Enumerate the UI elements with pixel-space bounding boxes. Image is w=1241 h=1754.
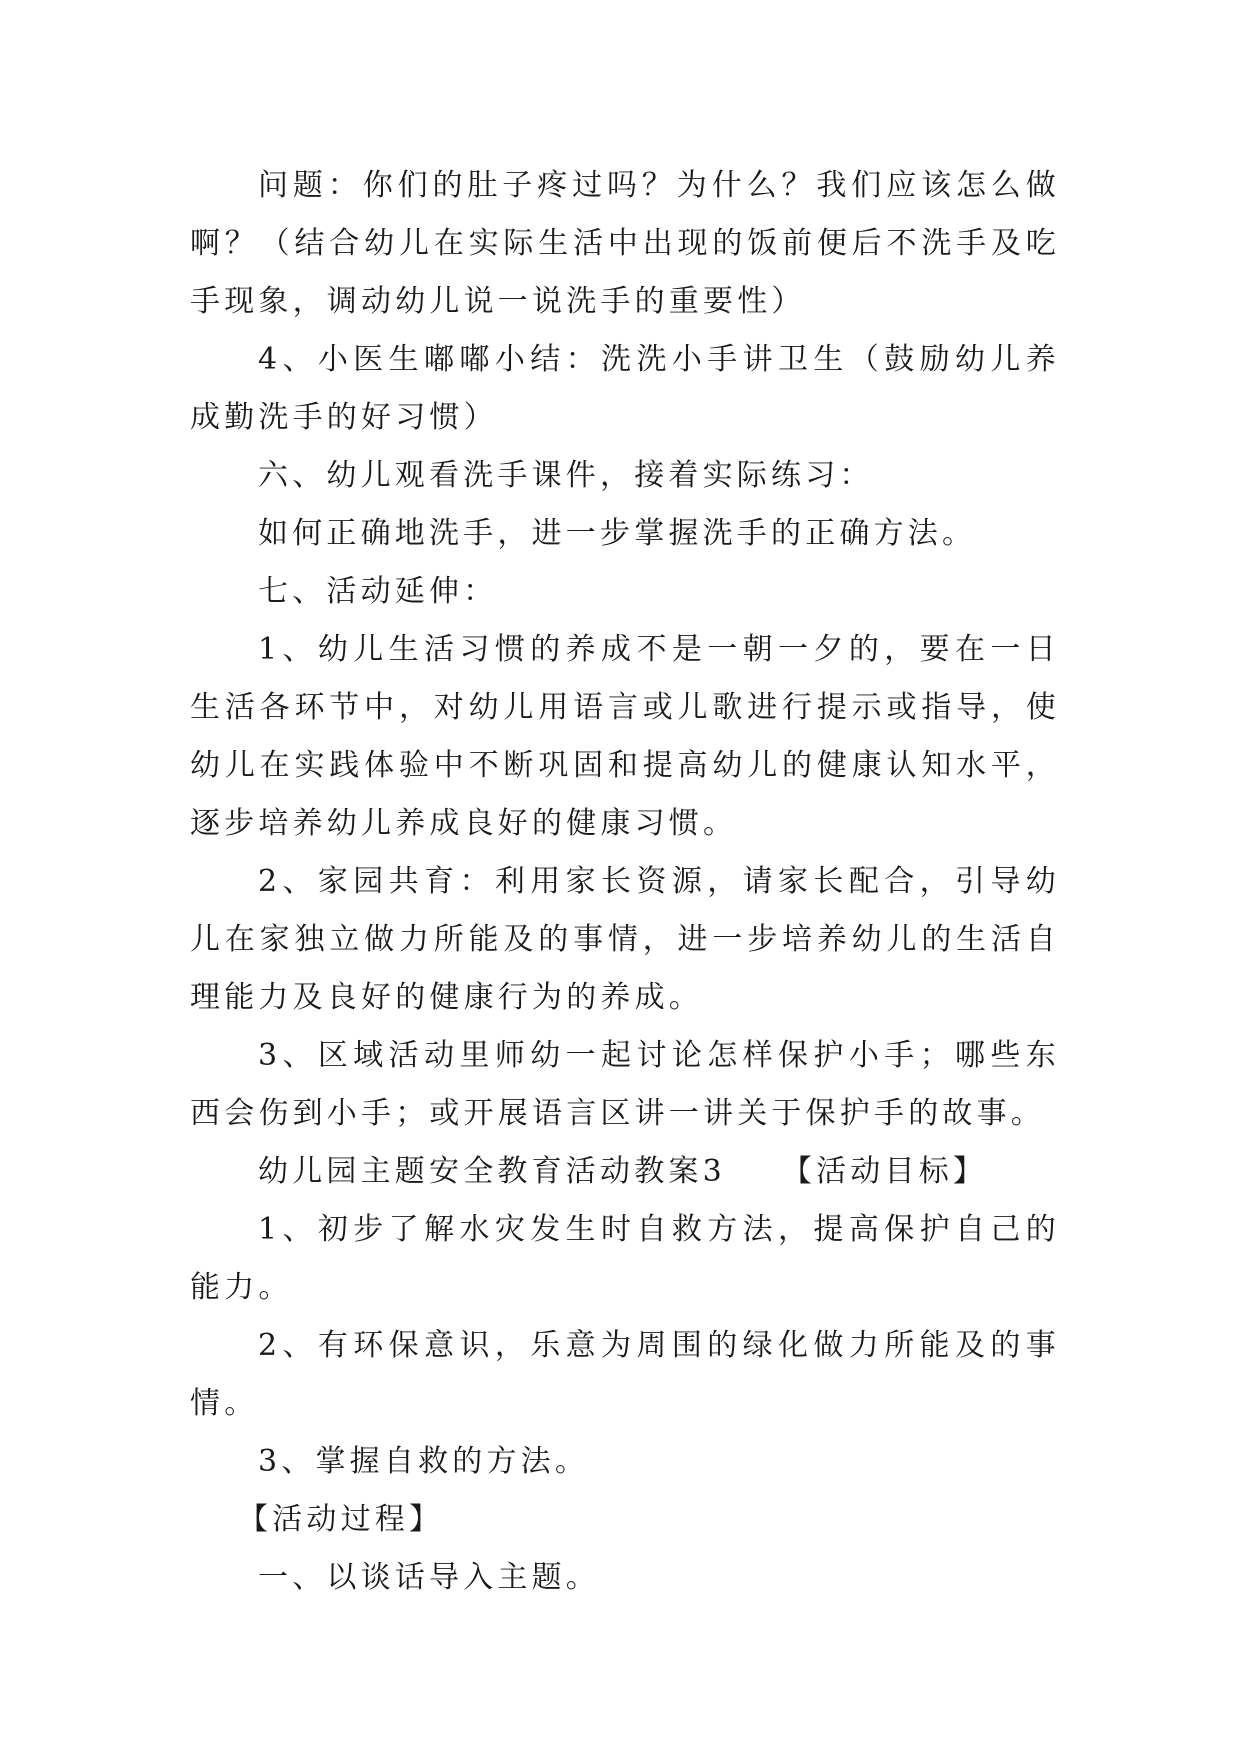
document-page bbox=[190, 157, 1060, 1607]
goals-heading: 【活动目标】 bbox=[781, 1154, 988, 1189]
paragraph-question: 问题：你们的肚子疼过吗？为什么？我们应该怎么做啊？（结合幼儿在实际生活中出现的饭前便后不洗手及吃手现象，调动幼儿说一说洗手的重要性） bbox=[190, 168, 1060, 319]
lesson-title: 幼儿园主题安全教育活动教案3 bbox=[258, 1154, 726, 1189]
goal-item-3: 3、掌握自救的方法。 bbox=[258, 1444, 590, 1479]
paragraph-step-seven: 七、活动延伸： bbox=[258, 574, 498, 609]
goal-item-1: 1、初步了解水灾发生时自救方法，提高保护自己的能力。 bbox=[190, 1212, 1060, 1305]
paragraph-extension-2: 2、家园共育：利用家长资源，请家长配合，引导幼儿在家独立做力所能及的事情，进一步培养幼儿的生活自理能力及良好的健康行为的养成。 bbox=[190, 864, 1060, 1015]
lesson-title-line bbox=[190, 1143, 1060, 1201]
paragraph-summary: 4、小医生嘟嘟小结：洗洗小手讲卫生（鼓励幼儿养成勤洗手的好习惯） bbox=[190, 342, 1060, 435]
paragraph-extension-3: 3、区域活动里师幼一起讨论怎样保护小手；哪些东西会伤到小手；或开展语言区讲一讲关于保护手的故事。 bbox=[190, 1038, 1060, 1131]
paragraph-wash-method: 如何正确地洗手，进一步掌握洗手的正确方法。 bbox=[258, 516, 977, 551]
paragraph-extension-1: 1、幼儿生活习惯的养成不是一朝一夕的，要在一日生活各环节中，对幼儿用语言或儿歌进行提示或指导，使幼儿在实践体验中不断巩固和提高幼儿的健康认知水平，逐步培养幼儿养成良好的健康习惯。 bbox=[190, 632, 1060, 841]
paragraph-step-six: 六、幼儿观看洗手课件，接着实际练习： bbox=[258, 458, 874, 493]
process-step-1: 一、以谈话导入主题。 bbox=[258, 1560, 600, 1595]
process-heading: 【活动过程】 bbox=[238, 1502, 444, 1537]
goal-item-2: 2、有环保意识，乐意为周围的绿化做力所能及的事情。 bbox=[190, 1328, 1060, 1421]
